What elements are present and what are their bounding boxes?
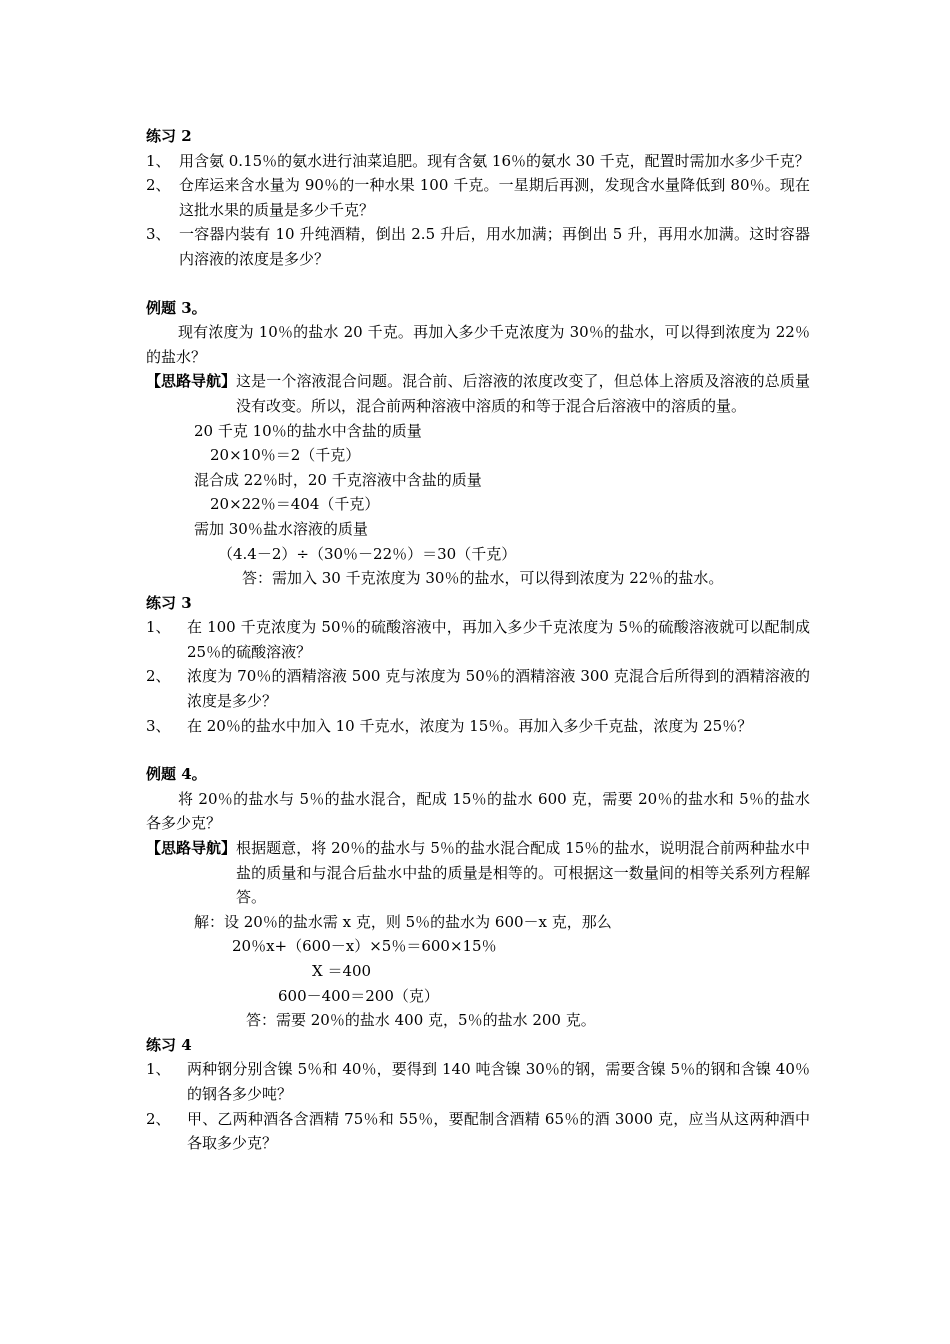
- item-number: 1、: [146, 618, 171, 637]
- item-text: 在 100 千克浓度为 50％的硫酸溶液中，再加入多少千克浓度为 5％的硫酸溶液就可以配制成 25％的硫酸溶液？: [187, 618, 810, 661]
- item-text: 甲、乙两种酒各含酒精 75％和 55％，要配制含酒精 65％的酒 3000 克，应当从这两种酒中各取多少克？: [187, 1109, 810, 1153]
- guide-text: 这是一个溶液混合问题。混合前、后溶液的浓度改变了，但总体上溶质及溶液的总质量没有改变。所以，混合前两种溶液中溶质的和等于混合后溶液中的溶质的量。: [236, 372, 810, 415]
- practice2-title: 练习 2: [146, 127, 192, 145]
- example3-problem: 现有浓度为 10％的盐水 20 千克。再加入多少千克浓度为 30％的盐水，可以得到浓度为 22％的盐水？: [146, 323, 810, 366]
- list-item: [146, 714, 810, 739]
- item-text: 浓度为 70％的酒精溶液 500 克与浓度为 50％的酒精溶液 300 克混合后所得到的酒精溶液的浓度是多少？: [187, 667, 810, 711]
- list-item: [146, 615, 810, 664]
- solution-step: （4.4－2）÷（30％－22％）＝30（千克）: [218, 544, 517, 563]
- example4-title: 例题 4。: [146, 765, 207, 784]
- item-number: 3、: [146, 716, 171, 735]
- example4-guide: [146, 836, 810, 910]
- list-item: [146, 173, 810, 222]
- solution-step: 混合成 22％时，20 千克溶液中含盐的质量: [194, 470, 482, 489]
- example3-title: 例题 3。: [146, 298, 207, 317]
- item-number: 2、: [146, 1109, 171, 1128]
- answer: 答：需加入 30 千克浓度为 30％的盐水，可以得到浓度为 22％的盐水。: [242, 569, 724, 588]
- item-number: 2、: [146, 176, 171, 195]
- solution-step: 600－400＝200（克）: [278, 986, 439, 1005]
- guide-label: 【思路导航】: [146, 839, 237, 858]
- solution-step: 20 千克 10％的盐水中含盐的质量: [194, 421, 422, 440]
- list-item: [146, 1107, 810, 1156]
- answer: 答：需要 20％的盐水 400 克，5％的盐水 200 克。: [246, 1011, 596, 1030]
- item-text: 在 20％的盐水中加入 10 千克水，浓度为 15％。再加入多少千克盐，浓度为 25％？: [187, 716, 753, 735]
- practice4-title: 练习 4: [146, 1035, 192, 1054]
- item-text: 仓库运来含水量为 90％的一种水果 100 千克。一星期后再测，发现含水量降低到 80％。现在这批水果的质量是多少千克？: [179, 176, 810, 219]
- list-item: [146, 1057, 810, 1106]
- list-item: [146, 222, 810, 271]
- practice3-title: 练习 3: [146, 593, 192, 612]
- item-number: 3、: [146, 225, 171, 244]
- solution-step: 20×22％＝404（千克）: [210, 495, 380, 514]
- item-number: 2、: [146, 667, 171, 686]
- item-text: 用含氨 0.15％的氨水进行油菜追肥。现有含氨 16％的氨水 30 千克，配置时需加水多少千克？: [179, 151, 810, 170]
- solution-step: 解：设 20％的盐水需 x 克，则 5％的盐水为 600－x 克，那么: [194, 912, 612, 931]
- list-item: [146, 149, 810, 174]
- document-content: [146, 124, 810, 1156]
- guide-text: 根据题意，将 20％的盐水与 5％的盐水混合配成 15％的盐水，说明混合前两种盐水中盐的质量和与混合后盐水中盐的质量是相等的。可根据这一数量间的相等关系列方程解答。: [236, 839, 810, 907]
- example3-guide: [146, 369, 810, 418]
- item-text: 一容器内装有 10 升纯酒精，倒出 2.5 升后，用水加满；再倒出 5 升，再用水加满。这时容器内溶液的浓度是多少？: [179, 225, 810, 268]
- guide-label: 【思路导航】: [146, 372, 237, 391]
- list-item: [146, 664, 810, 713]
- solution-step: 需加 30％盐水溶液的质量: [194, 519, 368, 538]
- solution-step: 20％x+（600－x）×5％＝600×15％: [232, 937, 497, 956]
- item-text: 两种钢分别含镍 5％和 40％，要得到 140 吨含镍 30％的钢，需要含镍 5％的钢和含镍 40％的钢各多少吨？: [187, 1060, 810, 1103]
- solution-step: X ＝400: [312, 962, 372, 980]
- example4-problem: 将 20％的盐水与 5％的盐水混合，配成 15％的盐水 600 克，需要 20％的盐水和 5％的盐水各多少克？: [146, 789, 810, 833]
- item-number: 1、: [146, 1060, 171, 1079]
- solution-step: 20×10％＝2（千克）: [210, 446, 361, 465]
- item-number: 1、: [146, 151, 171, 170]
